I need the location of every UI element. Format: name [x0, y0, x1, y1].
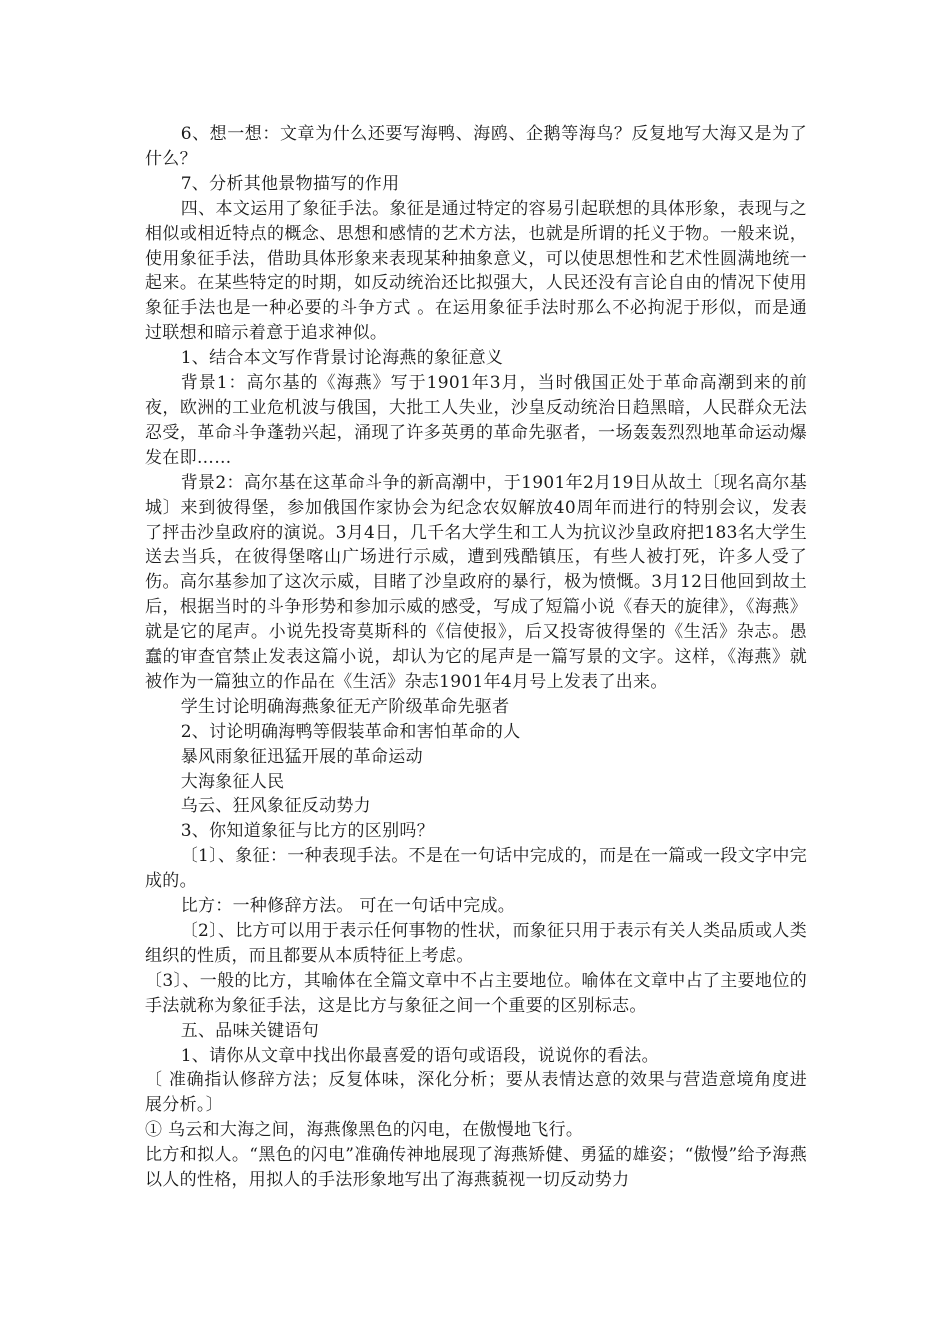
paragraph-analysis-guidance: 〔 准确指认修辞方法；反复体味，深化分析；要从表情达意的效果与营造意境角度进展分析。〕	[145, 1070, 807, 1116]
paragraph-question-6: 6、想一想：文章为什么还要写海鸭、海鸥、企鹅等海鸟？反复地写大海又是为了什么？	[145, 124, 807, 169]
paragraph-difference-2: 〔2〕、比方可以用于表示任何事物的性状，而象征只用于表示有关人类品质或人类组织的性质，而且都要从本质特征上考虑。	[145, 921, 807, 966]
paragraph-background-1: 背景1：高尔基的《海燕》写于1901年3月，当时俄国正处于革命高潮到来的前夜，欧洲的工业危机波与俄国，大批工人失业，沙皇反动统治日趋黑暗，人民群众无法忍受，革命斗争蓬勃兴起，涌现了许多英勇的革命先驱者，一场轰轰烈烈地革命运动爆发在即……	[145, 373, 807, 468]
paragraph-sea-symbol: 大海象征人民	[180, 771, 285, 792]
paragraph-section-5-item-1: 1、请你从文章中找出你最喜爱的语句或语段，说说你的看法。	[180, 1045, 659, 1066]
paragraph-item-3-question: 3、你知道象征与比方的区别吗？	[180, 821, 435, 842]
paragraph-item-1-background-discussion: 1、结合本文写作背景讨论海燕的象征意义	[180, 348, 504, 369]
paragraph-difference-1: 〔1〕、象征：一种表现手法。不是在一句话中完成的，而是在一篇或一段文字中完成的。	[145, 846, 807, 892]
paragraph-quote-1-analysis: 比方和拟人。“黑色的闪电”准确传神地展现了海燕矫健、勇猛的雄姿；“傲慢”给予海燕以人的性格，用拟人的手法形象地写出了海燕藐视一切反动势力	[145, 1145, 807, 1191]
paragraph-quote-1: ① 乌云和大海之间，海燕像黑色的闪电，在傲慢地飞行。	[145, 1120, 584, 1141]
paragraph-section-4-symbolism: 四、本文运用了象征手法。象征是通过特定的容易引起联想的具体形象，表现与之相似或相近特点的概念、思想和感情的艺术方法，也就是所谓的托义于物。一般来说，使用象征手法，借助具体形象来表现某种抽象意义，可以使思想性和艺术性圆满地统一起来。在某些特定的时期，如反动统治还比拟强大，人民还没有言论自由的情况下使用象征手法也是一种必要的斗争方式 。在运用象征手法时那么不必拘泥于形似，而是通过联想和暗示着意于追求神似。	[145, 198, 807, 344]
paragraph-storm-symbol: 暴风雨象征迅猛开展的革命运动	[180, 746, 423, 767]
paragraph-question-7: 7、分析其他景物描写的作用	[180, 173, 400, 194]
paragraph-item-2-seabirds: 2、讨论明确海鸭等假装革命和害怕革命的人	[180, 721, 521, 742]
paragraph-petrel-symbol: 学生讨论明确海燕象征无产阶级革命先驱者	[180, 696, 510, 717]
paragraph-section-5-heading: 五、品味关键语句	[180, 1020, 320, 1041]
paragraph-clouds-wind-symbol: 乌云、狂风象征反动势力	[180, 796, 371, 817]
paragraph-difference-3: 〔3〕、一般的比方，其喻体在全篇文章中不占主要地位。喻体在文章中占了主要地位的手法就称为象征手法，这是比方与象征之间一个重要的区别标志。	[145, 970, 807, 1016]
document-page	[145, 122, 807, 1193]
paragraph-background-2: 背景2：高尔基在这革命斗争的新高潮中，于1901年2月19日从故土〔现名高尔基城〕来到彼得堡，参加俄国作家协会为纪念农奴解放40周年而进行的特别会议，发表了抨击沙皇政府的演说。3月4日，几千名大学生和工人为抗议沙皇政府把183名大学生送去当兵，在彼得堡喀山广场进行示威，遭到残酷镇压，有些人被打死，许多人受了伤。高尔基参加了这次示威，目睹了沙皇政府的暴行，极为愤慨。3月12日他回到故土后，根据当时的斗争形势和参加示威的感受，写成了短篇小说《春天的旋律》，《海燕》就是它的尾声。小说先投寄莫斯科的《信使报》，后又投寄彼得堡的《生活》杂志。愚蠢的审查官禁止发表这篇小说，却认为它的尾声是一篇写景的文字。这样，《海燕》就被作为一篇独立的作品在《生活》杂志1901年4月号上发表了出来。	[145, 472, 807, 692]
paragraph-metaphor-definition: 比方：一种修辞方法。 可在一句话中完成。	[180, 896, 516, 917]
